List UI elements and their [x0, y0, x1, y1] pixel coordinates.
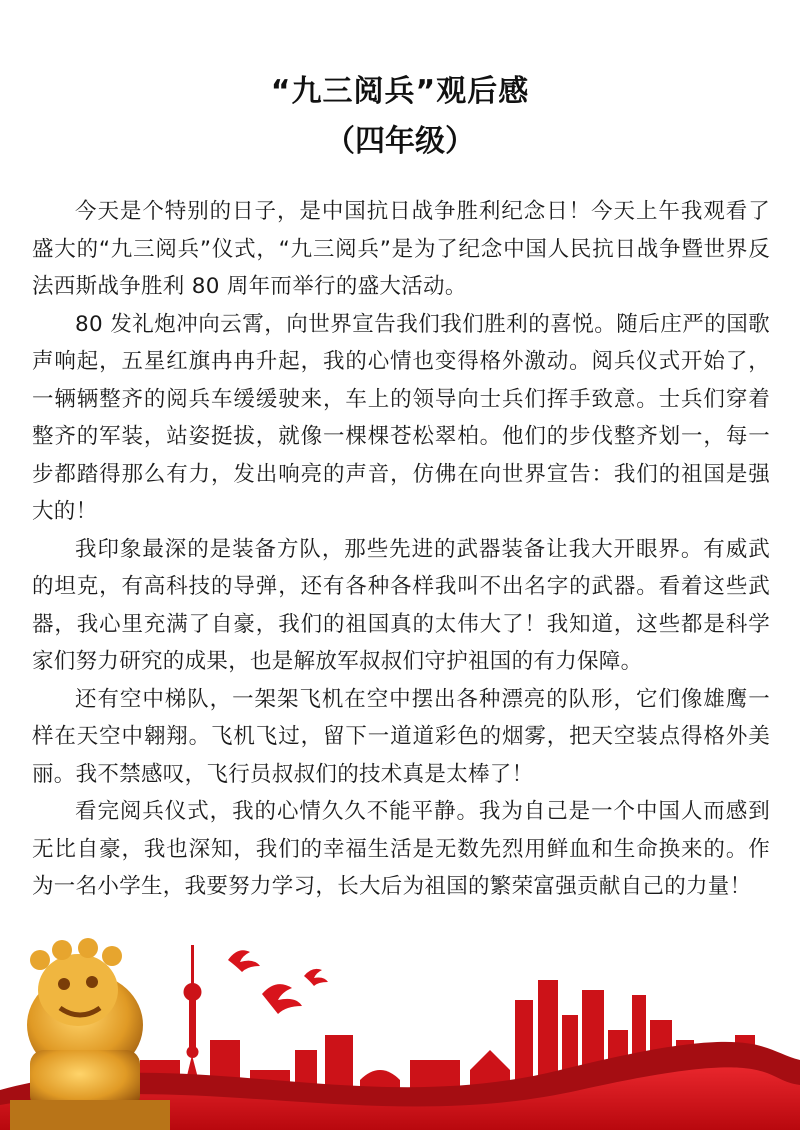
- stone-lion-icon: [10, 938, 170, 1130]
- page-subtitle: （四年级）: [325, 124, 475, 159]
- dove-icon: [228, 950, 328, 1014]
- paragraph-1: 今天是个特别的日子，是中国抗日战争胜利纪念日！今天上午我观看了盛大的“九三阅兵”仪式，“九三阅兵”是为了纪念中国人民抗日战争暨世界反法西斯战争胜利 80 周年而举行的盛大活动。: [32, 199, 770, 299]
- paragraph-3: 我印象最深的是装备方队，那些先进的武器装备让我大开眼界。有威武的坦克，有高科技的导弹，还有各种各样我叫不出名字的武器。看着这些武器，我心里充满了自豪，我们的祖国真的太伟大了！我知道，这些都是科学家们努力研究的成果，也是解放军叔叔们守护祖国的有力保障。: [32, 536, 770, 674]
- essay-body: [32, 193, 770, 906]
- page-title: “九三阅兵”观后感: [270, 74, 530, 109]
- paragraph-2: 80 发礼炮冲向云霄，向世界宣告我们我们胜利的喜悦。随后庄严的国歌声响起，五星红旗冉冉升起，我的心情也变得格外激动。阅兵仪式开始了，一辆辆整齐的阅兵车缓缓驶来，车上的领导向士兵们挥手致意。士兵们穿着整齐的军装，站姿挺拔，就像一棵棵苍松翠柏。他们的步伐整齐划一，每一步都踏得那么有力，发出响亮的声音，仿佛在向世界宣告：我们的祖国是强大的！: [32, 311, 770, 524]
- paragraph-5: 看完阅兵仪式，我的心情久久不能平静。我为自己是一个中国人而感到无比自豪，我也深知，我们的幸福生活是无数先烈用鲜血和生命换来的。作为一名小学生，我要努力学习，长大后为祖国的繁荣富强贡献自己的力量！: [32, 799, 770, 899]
- red-skyline-banner: [0, 920, 800, 1130]
- paragraph-4: 还有空中梯队，一架架飞机在空中摆出各种漂亮的队形，它们像雄鹰一样在天空中翱翔。飞机飞过，留下一道道彩色的烟雾，把天空装点得格外美丽。我不禁感叹，飞行员叔叔们的技术真是太棒了！: [32, 686, 770, 787]
